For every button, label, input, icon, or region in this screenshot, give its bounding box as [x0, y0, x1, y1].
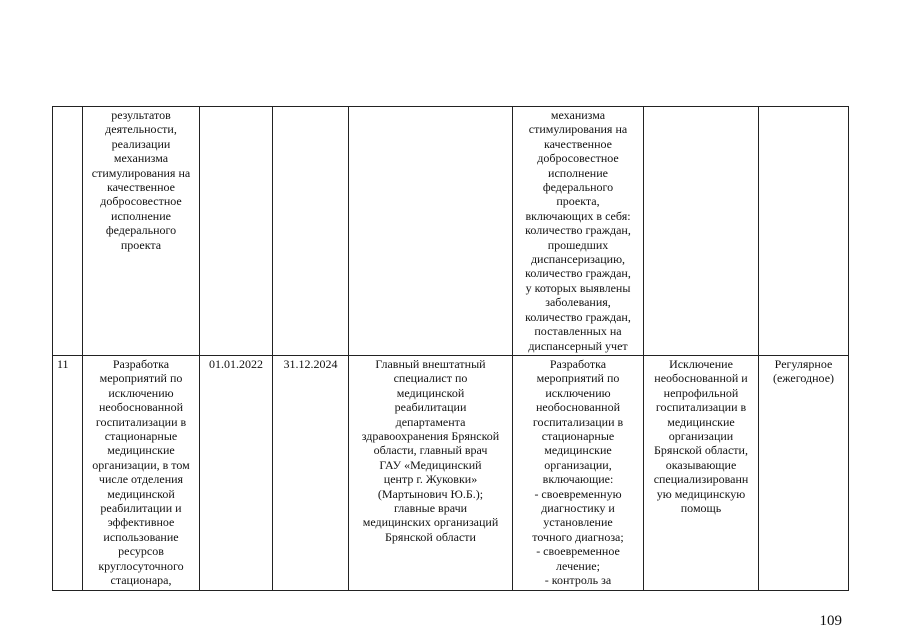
indicators-text: механизма стимулирования на качественное добросовестное исполнение федерального проекта, включающих в себя: количество граждан, прошедших диспансеризацию, количество граждан, у которых выявлены заболевания, количество граждан, поставленных на диспансерный учет — [525, 108, 631, 353]
result-cell — [644, 107, 759, 356]
result-text: Исключение необоснованной и непрофильной госпитализации в медицинские организации Брянской области, оказывающие специализированн ую медицинскую помощь — [653, 357, 749, 516]
start-date-cell — [200, 107, 273, 356]
frequency-cell — [759, 107, 849, 356]
start-date-cell — [200, 356, 273, 591]
end-date-cell — [273, 107, 349, 356]
activity-cell — [83, 107, 200, 356]
row-number-cell — [53, 107, 83, 356]
indicators-text: Разработка мероприятий по исключению необоснованной госпитализации в стационарные медицинские организации, включающие: - своевременную диагностику и установление точного диагноза; - своевременное лечение; - контроль за — [532, 357, 624, 588]
row-number-cell — [53, 356, 83, 591]
start-date: 01.01.2022 — [209, 357, 263, 371]
responsible-cell — [349, 107, 513, 356]
measures-table — [52, 106, 849, 591]
frequency-cell — [759, 356, 849, 591]
activity-cell — [83, 356, 200, 591]
indicators-cell — [513, 107, 644, 356]
end-date-cell — [273, 356, 349, 591]
activity-text: Разработка мероприятий по исключению необоснованной госпитализации в стационарные медицинские организации, в том числе отделения медицинской реабилитации и эффективное использование ресурсов круглосуточного стационара, — [92, 357, 190, 588]
responsible-cell — [349, 356, 513, 591]
table-row-continued — [53, 107, 849, 356]
frequency-text: Регулярное (ежегодное) — [772, 357, 835, 386]
table-row-11 — [53, 356, 849, 591]
indicators-cell — [513, 356, 644, 591]
row-number: 11 — [57, 357, 69, 371]
end-date: 31.12.2024 — [283, 357, 338, 371]
responsible-text: Главный внештатный специалист по медицинской реабилитации департамента здравоохранения Брянской области, главный врач ГАУ «Медицинский центр г. Жуковки» (Мартынович Ю.Б.); главные врачи медицинских организаций Брянской области — [361, 357, 500, 544]
activity-text: результатов деятельности, реализации механизма стимулирования на качественное добросовестное исполнение федерального проекта — [91, 108, 191, 252]
page-number: 109 — [819, 613, 842, 629]
result-cell — [644, 356, 759, 591]
